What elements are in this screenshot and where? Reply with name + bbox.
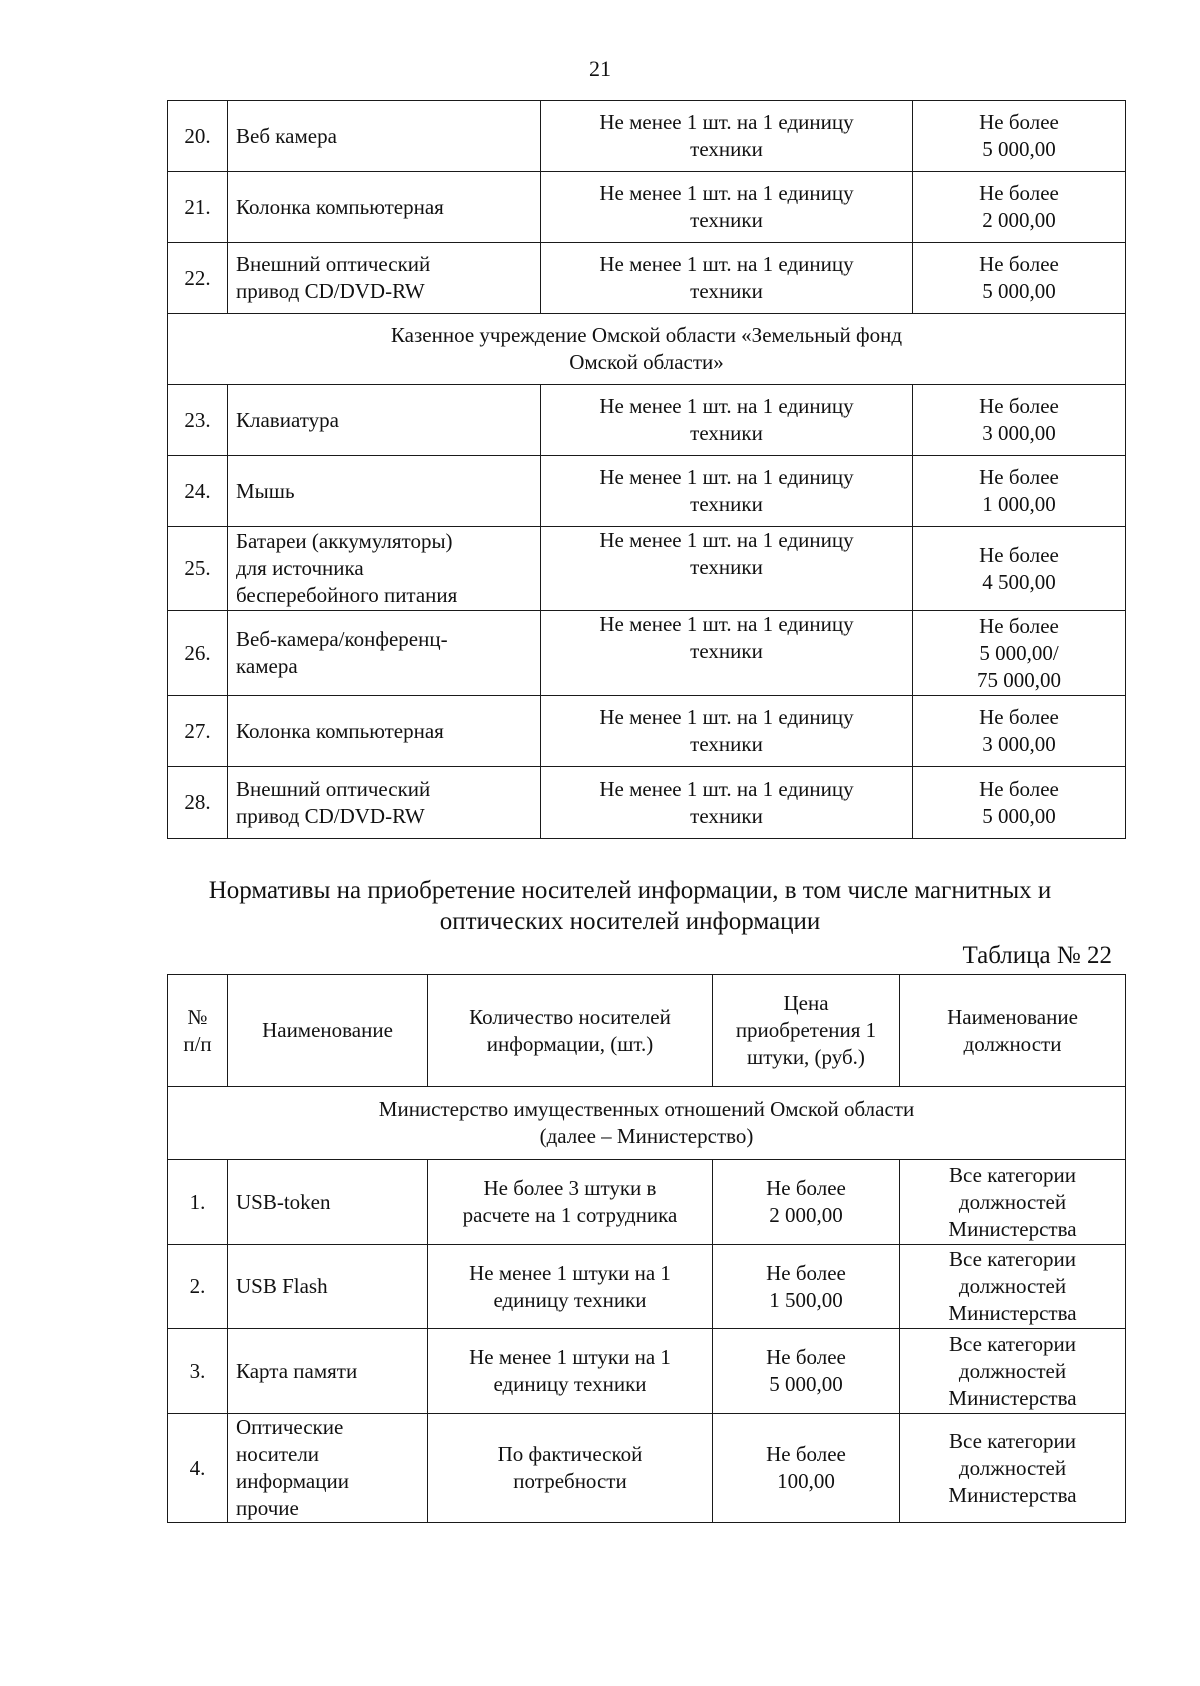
item-quantity: Не менее 1 шт. на 1 единицу техники [541,172,913,243]
item-position: Все категории должностей Министерства [900,1245,1126,1329]
row-number: 25. [168,527,228,611]
table-row [168,527,1126,611]
section-row [168,314,1126,385]
item-name: Оптические носители информации прочие [228,1414,428,1523]
item-name: Карта памяти [228,1329,428,1414]
item-quantity: Не менее 1 штуки на 1 единицу техники [428,1245,713,1329]
item-quantity: Не менее 1 штуки на 1 единицу техники [428,1329,713,1414]
item-price: Не более 100,00 [713,1414,900,1523]
item-name: Веб-камера/конференц- камера [228,611,541,696]
table2-body [168,975,1126,1523]
header-num: № п/п [168,975,228,1087]
item-name: Батареи (аккумуляторы) для источника бесперебойного питания [228,527,541,611]
header-quantity: Количество носителей информации, (шт.) [428,975,713,1087]
header-name: Наименование [228,975,428,1087]
item-price: Не более 5 000,00 [713,1329,900,1414]
item-price: Не более 5 000,00 [913,101,1126,172]
item-price: Не более 1 500,00 [713,1245,900,1329]
table-row [168,611,1126,696]
item-quantity: Не менее 1 шт. на 1 единицу техники [541,456,913,527]
item-quantity: Не менее 1 шт. на 1 единицу техники [541,611,913,696]
item-price: Не более 5 000,00 [913,243,1126,314]
row-number: 28. [168,767,228,839]
media-norms-table [167,974,1126,1523]
section-title: Казенное учреждение Омской области «Земельный фонд Омской области» [168,314,1126,385]
row-number: 22. [168,243,228,314]
row-number: 20. [168,101,228,172]
item-name: Колонка компьютерная [228,696,541,767]
header-price: Цена приобретения 1 штуки, (руб.) [713,975,900,1087]
page-number: 21 [589,56,611,81]
item-name: Веб камера [228,101,541,172]
item-position: Все категории должностей Министерства [900,1160,1126,1245]
section-title: Министерство имущественных отношений Омской области (далее – Министерство) [168,1087,1126,1160]
item-name: Внешний оптический привод CD/DVD-RW [228,243,541,314]
row-number: 24. [168,456,228,527]
item-name: Колонка компьютерная [228,172,541,243]
row-number: 2. [168,1245,228,1329]
item-position: Все категории должностей Министерства [900,1329,1126,1414]
item-price: Не более 1 000,00 [913,456,1126,527]
row-number: 1. [168,1160,228,1245]
item-quantity: Не менее 1 шт. на 1 единицу техники [541,696,913,767]
table-row [168,1160,1126,1245]
item-quantity: Не менее 1 шт. на 1 единицу техники [541,767,913,839]
item-price: Не более 3 000,00 [913,696,1126,767]
item-name: Клавиатура [228,385,541,456]
row-number: 27. [168,696,228,767]
item-quantity: Не менее 1 шт. на 1 единицу техники [541,385,913,456]
table-row [168,101,1126,172]
row-number: 4. [168,1414,228,1523]
table-row [168,456,1126,527]
section-heading: Нормативы на приобретение носителей информации, в том числе магнитных и оптических носителей информации [208,877,1052,935]
table-row [168,385,1126,456]
table-row [168,243,1126,314]
table-row [168,172,1126,243]
row-number: 26. [168,611,228,696]
item-price: Не более 2 000,00 [913,172,1126,243]
item-quantity: Не менее 1 шт. на 1 единицу техники [541,101,913,172]
item-name: Мышь [228,456,541,527]
item-quantity: Не менее 1 шт. на 1 единицу техники [541,243,913,314]
item-price: Не более 5 000,00/ 75 000,00 [913,611,1126,696]
section-row [168,1087,1126,1160]
table-row [168,1414,1126,1523]
row-number: 23. [168,385,228,456]
header-row [168,975,1126,1087]
table-row [168,1329,1126,1414]
item-quantity: Не более 3 штуки в расчете на 1 сотрудника [428,1160,713,1245]
item-name: Внешний оптический привод CD/DVD-RW [228,767,541,839]
header-position: Наименование должности [900,975,1126,1087]
row-number: 21. [168,172,228,243]
item-price: Не более 3 000,00 [913,385,1126,456]
equipment-norms-table [167,100,1126,839]
row-number: 3. [168,1329,228,1414]
item-price: Не более 2 000,00 [713,1160,900,1245]
item-quantity: Не менее 1 шт. на 1 единицу техники [541,527,913,611]
table-row [168,1245,1126,1329]
table1-body-a [168,101,1126,839]
item-position: Все категории должностей Министерства [900,1414,1126,1523]
table-row [168,696,1126,767]
item-name: USB Flash [228,1245,428,1329]
item-price: Не более 4 500,00 [913,527,1126,611]
item-quantity: По фактической потребности [428,1414,713,1523]
item-price: Не более 5 000,00 [913,767,1126,839]
item-name: USB-token [228,1160,428,1245]
table-row [168,767,1126,839]
table-caption: Таблица № 22 [962,942,1112,969]
